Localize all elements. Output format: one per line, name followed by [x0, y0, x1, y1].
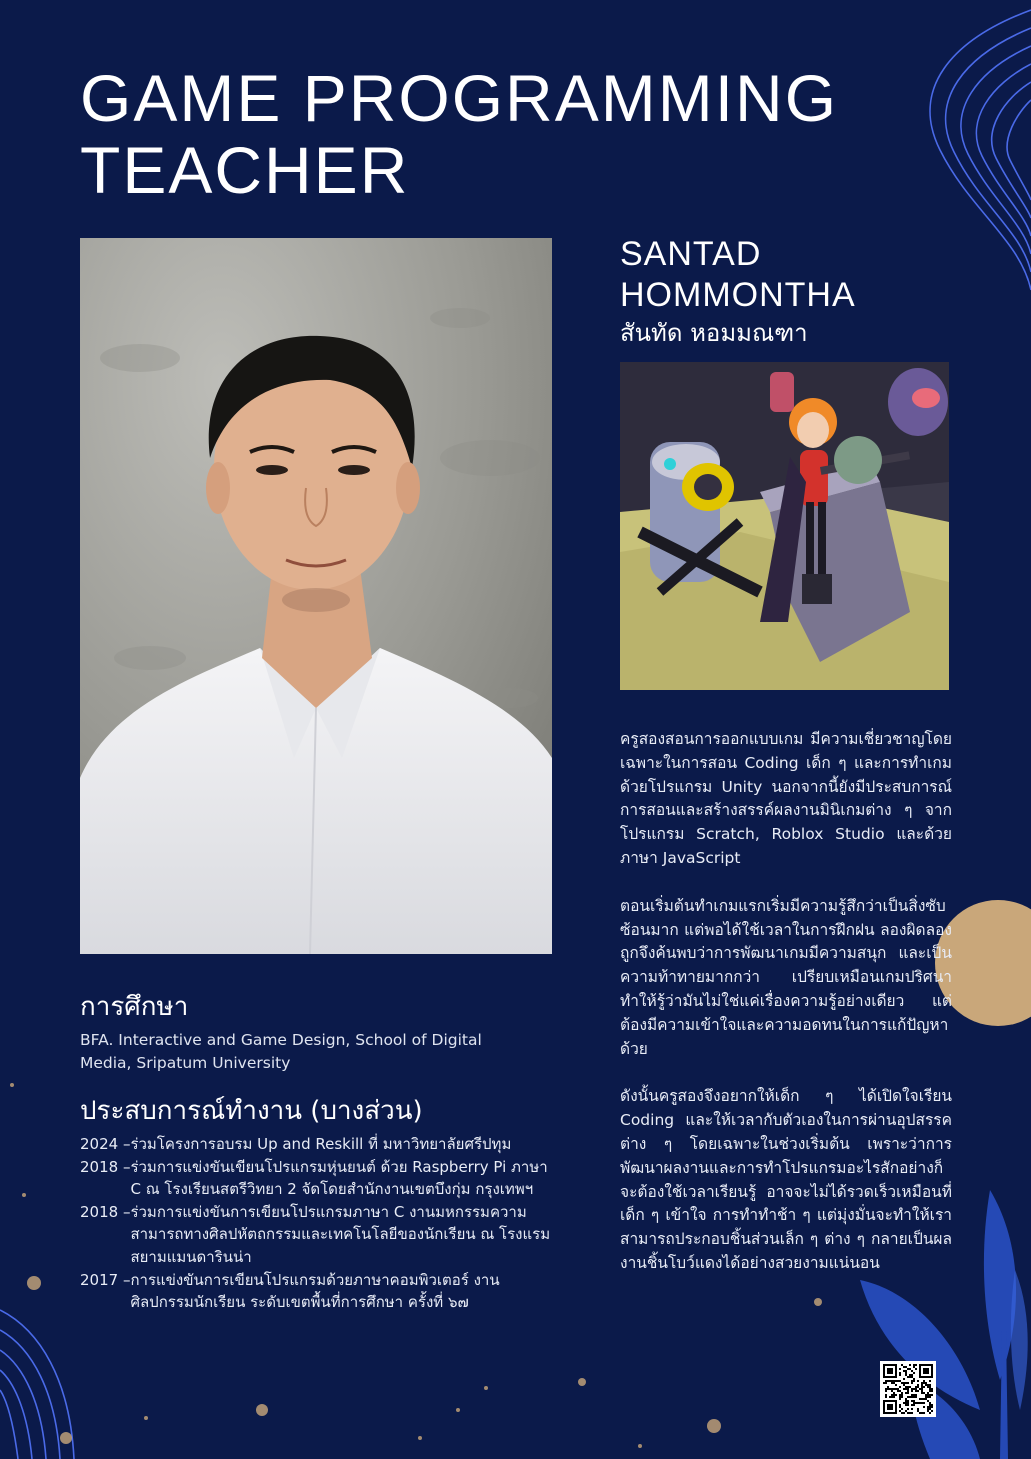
- experience-item: [80, 1156, 560, 1201]
- qr-code-pattern: [883, 1364, 933, 1414]
- game-art-illustration: [620, 362, 949, 690]
- teacher-bio: [620, 728, 952, 1300]
- experience-text: การแข่งขันการเขียนโปรแกรมด้วยภาษาคอมพิวเตอร์ งานศิลปกรรมนักเรียน ระดับเขตพื้นที่การศึกษา ครั้งที่ ๖๗: [130, 1270, 500, 1312]
- experience-heading: ประสบการณ์ทำงาน (บางส่วน): [80, 1096, 423, 1126]
- experience-year: 2018 –: [80, 1202, 131, 1221]
- experience-text: ร่วมการแข่งขันเขียนโปรแกรมหุ่นยนต์ ด้วย Raspberry Pi ภาษา C ณ โรงเรียนสตรีวิทยา 2 จัดโดยสำนักงานเขตบึงกุ่ม กรุงเทพฯ: [130, 1157, 548, 1199]
- title-line-1: GAME PROGRAMMING: [80, 61, 839, 135]
- game-character-artwork: [620, 362, 949, 690]
- poster-title: [80, 62, 880, 206]
- experience-year: 2017 –: [80, 1270, 131, 1289]
- teacher-name-english: [620, 234, 1000, 316]
- experience-text: ร่วมโครงการอบรม Up and Reskill ที่ มหาวิทยาลัยศรีปทุม: [130, 1135, 512, 1153]
- name-line-1: SANTAD: [620, 235, 762, 273]
- experience-item: [80, 1133, 560, 1156]
- qr-code[interactable]: [880, 1361, 936, 1417]
- title-line-2: TEACHER: [80, 133, 410, 207]
- bio-paragraph-1: ครูสองสอนการออกแบบเกม มีความเชี่ยวชาญโดยเฉพาะในการสอน Coding เด็ก ๆ และการทำเกมด้วยโปรแกรม Unity นอกจากนี้ยังมีประสบการณ์การสอนและสร้างสรรค์ผลงานมินิเกมต่าง ๆ จากโปรแกรม Scratch, Roblox Studio และด้วยภาษา JavaScript: [620, 730, 952, 867]
- teacher-portrait-photo: [80, 238, 552, 954]
- name-line-2: HOMMONTHA: [620, 276, 856, 314]
- education-heading: การศึกษา: [80, 992, 189, 1022]
- portrait-illustration: [80, 238, 552, 954]
- experience-item: [80, 1269, 560, 1314]
- teacher-name-thai: สันทัด หอมมณฑา: [620, 319, 808, 347]
- experience-list: [80, 1133, 560, 1314]
- experience-item: [80, 1201, 560, 1269]
- bio-paragraph-3: ดังนั้นครูสองจึงอยากให้เด็ก ๆ ได้เปิดใจเรียน Coding และให้เวลากับตัวเองในการผ่านอุปสรรคต่าง ๆ โดยเฉพาะในช่วงเริ่มต้น เพราะว่าการพัฒนาผลงานและการทำโปรแกรมอะไรสักอย่างก็จะต้องใช้เวลาเรียนรู้ อาจจะไม่ได้รวดเร็วเหมือนที่เด็ก ๆ เข้าใจ การทำทำช้า ๆ แต่มุ่งมั่นจะทำให้เราสามารถประกอบชิ้นส่วนเล็ก ๆ ต่าง ๆ กลายเป็นผลงานชิ้นโบว์แดงได้อย่างสวยงามแน่นอน: [620, 1087, 952, 1272]
- experience-year: 2018 –: [80, 1157, 131, 1176]
- education-text: BFA. Interactive and Game Design, School of Digital Media, Sripatum University: [80, 1031, 482, 1072]
- bio-paragraph-2: ตอนเริ่มต้นทำเกมแรกเริ่มมีความรู้สึกว่าเป็นสิ่งซับซ้อนมาก แต่พอได้ใช้เวลาในการฝึกฝน ลองผิดลองถูกจึงค้นพบว่าการพัฒนาเกมมีความสนุก และเป็นความท้าทายมากกว่า เปรียบเหมือนเกมปริศนาทำให้รู้ว่ามันไม่ใช่แค่เรื่องความรู้อย่างเดียว แต่ต้องมีความเข้าใจและความอดทนในการแก้ปัญหาด้วย: [620, 896, 952, 1058]
- experience-year: 2024 –: [80, 1135, 131, 1153]
- experience-text: ร่วมการแข่งขันการเขียนโปรแกรมภาษา C งานมหกรรมความสามารถทางศิลปหัตถกรรมและเทคโนโลยีของนักเรียน ณ โรงแรมสยามแมนดารินน่า: [130, 1202, 551, 1266]
